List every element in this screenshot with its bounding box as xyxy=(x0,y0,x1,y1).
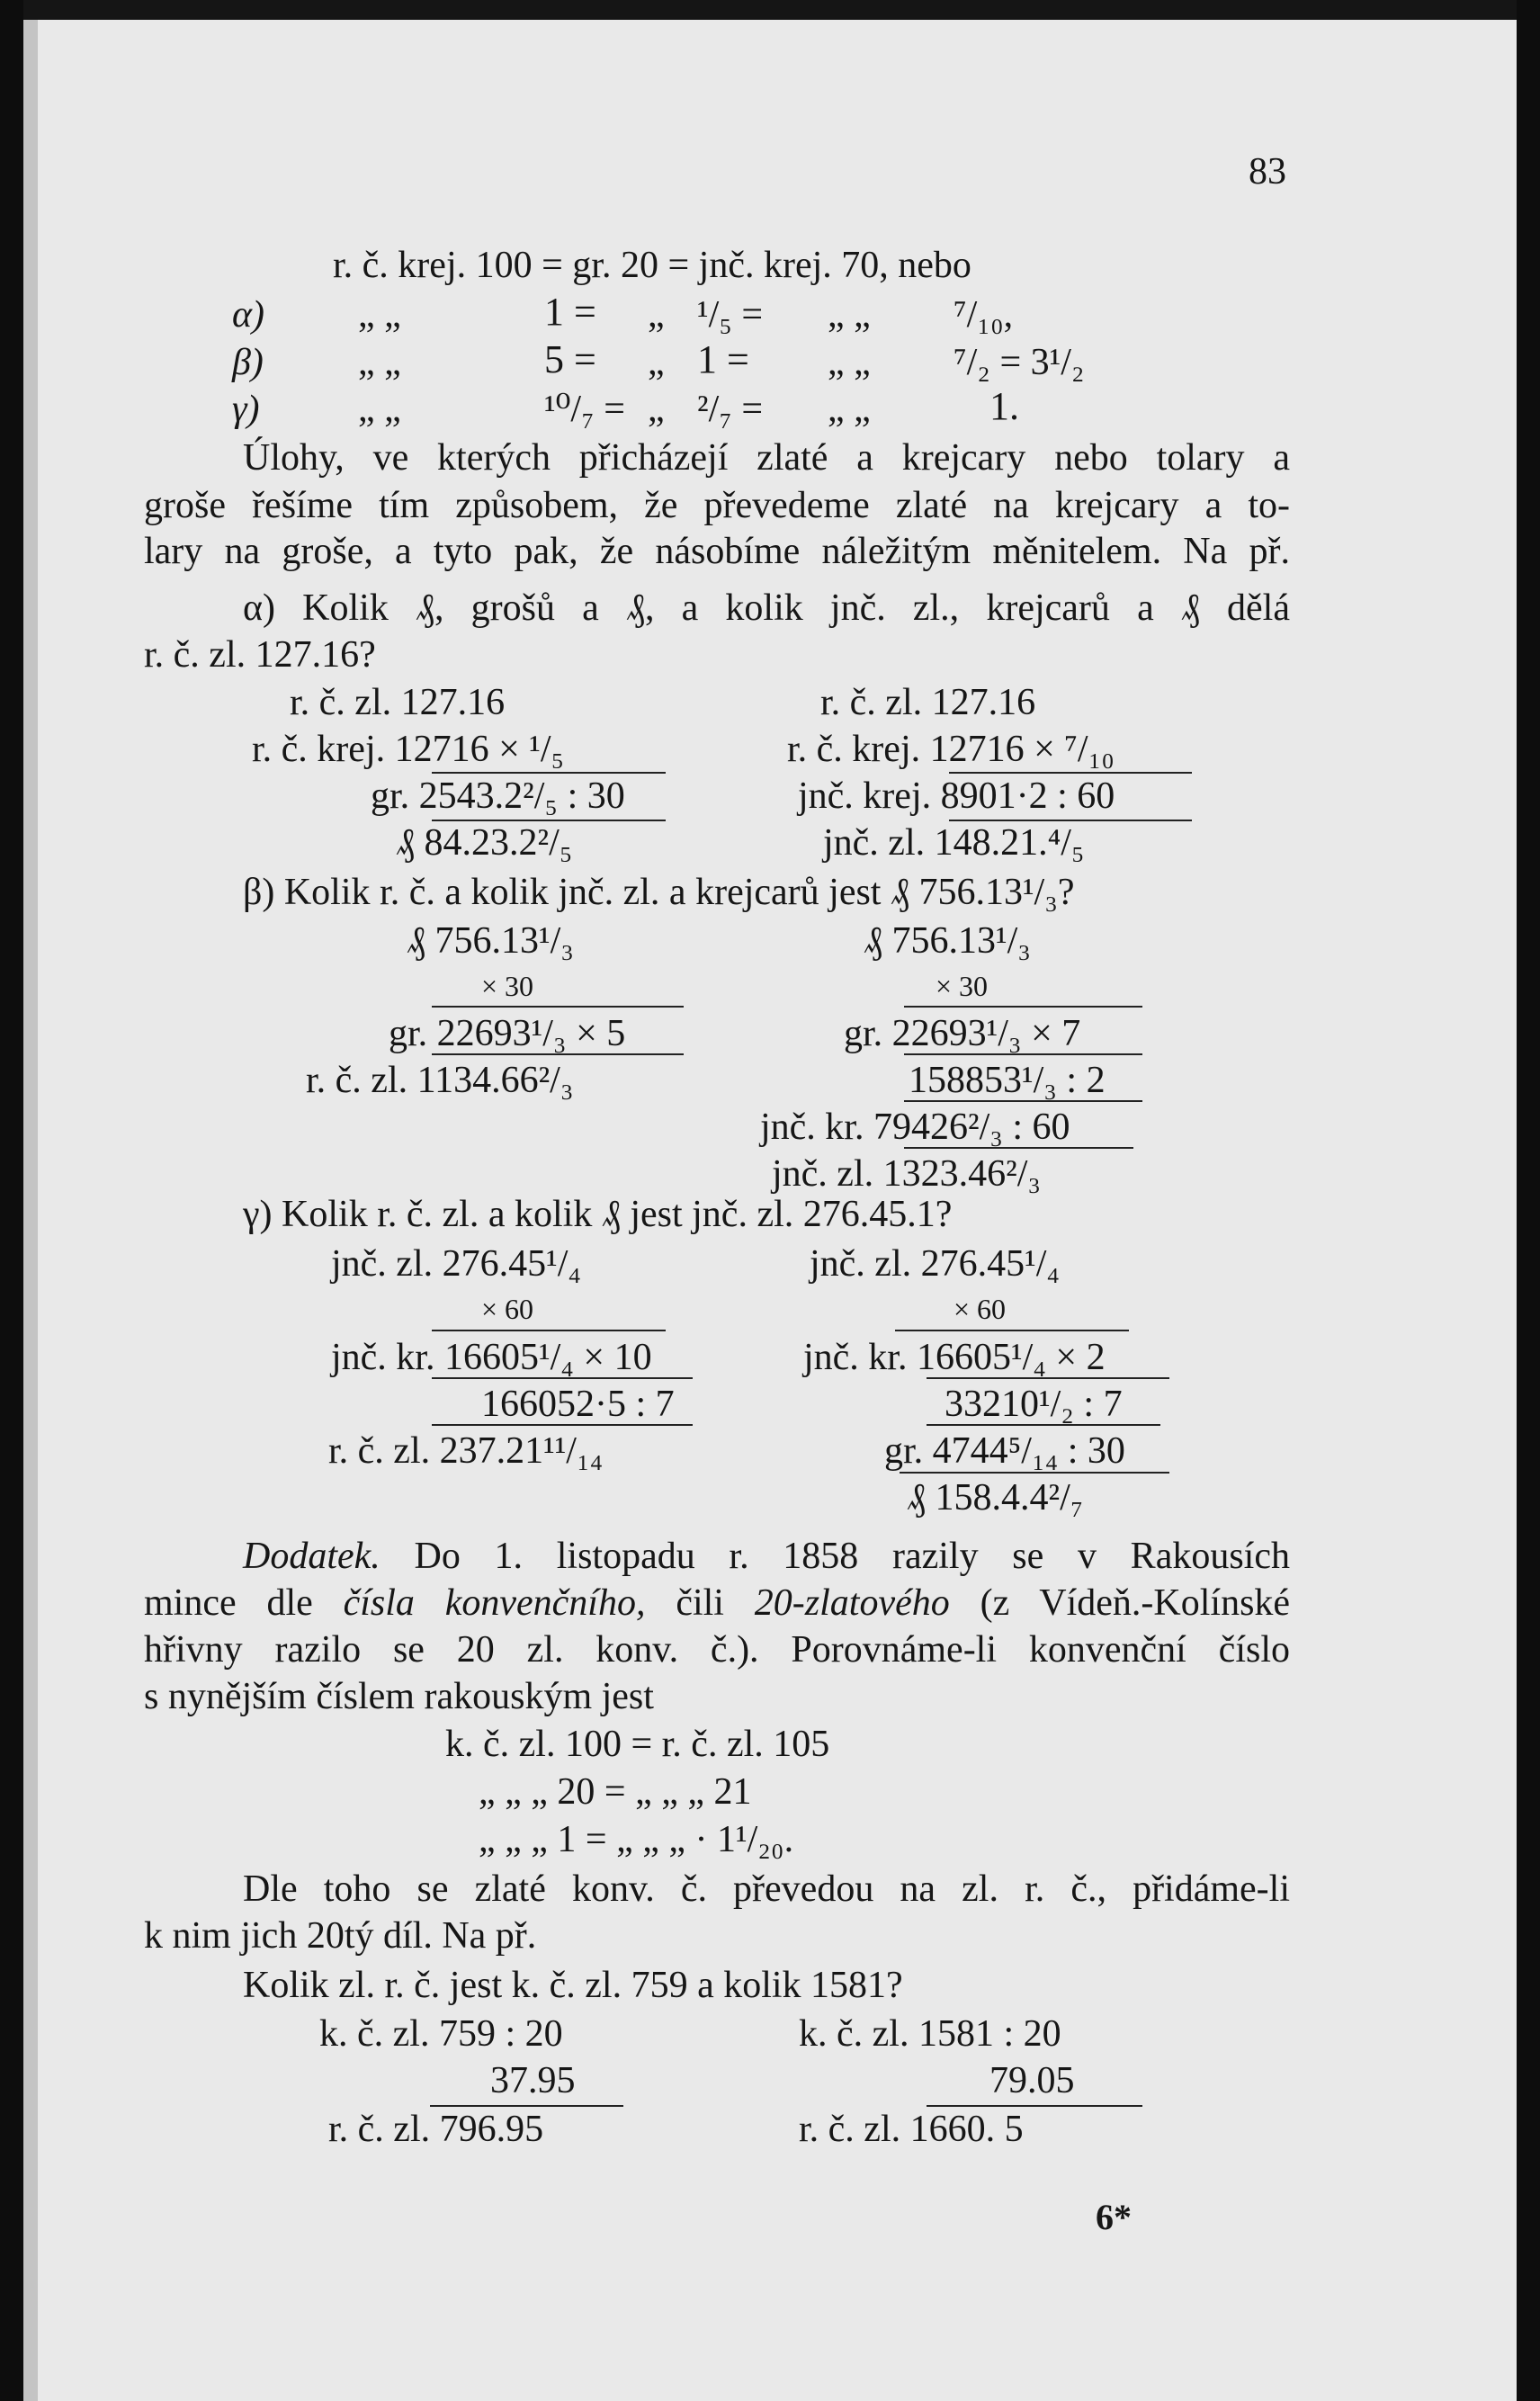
dodatek-line: s nynějším číslem rakouským jest xyxy=(144,1676,654,1717)
example-question: Kolik zl. r. č. jest k. č. zl. 759 a kolik 1581? xyxy=(243,1965,903,2006)
division-line xyxy=(904,1053,1142,1055)
division-line xyxy=(927,2105,1142,2107)
division-line xyxy=(904,1147,1133,1149)
paragraph-line: Dle toho se zlaté konv. č. převedou na zl. r. č., přidáme-li xyxy=(243,1868,1290,1910)
division-line xyxy=(949,772,1192,774)
division-line xyxy=(949,820,1192,821)
division-line xyxy=(900,1472,1169,1474)
dodatek-title: Dodatek. xyxy=(243,1536,381,1577)
division-line xyxy=(432,1053,684,1055)
division-line xyxy=(432,772,666,774)
division-line xyxy=(432,1424,693,1426)
paragraph-line: lary na groše, a tyto pak, že násobíme náležitým měnitelem. Na př. xyxy=(144,531,1290,572)
signature-mark: 6* xyxy=(1096,2197,1132,2237)
division-line xyxy=(432,820,666,821)
dodatek-line: Dodatek. Do 1. listopadu r. 1858 razily se v Rakousích xyxy=(243,1536,1290,1577)
example-question: β) Kolik r. č. a kolik jnč. zl. a krejcarů jest ₰ 756.13¹/₃? xyxy=(243,872,1075,913)
division-line xyxy=(432,1006,684,1008)
example-question: r. č. zl. 127.16? xyxy=(144,634,376,676)
division-line xyxy=(904,1100,1142,1102)
paragraph-line: k nim jich 20tý díl. Na př. xyxy=(144,1915,537,1957)
division-line xyxy=(430,2105,623,2107)
division-line xyxy=(895,1330,1129,1331)
division-line xyxy=(432,1377,693,1379)
division-line xyxy=(432,1330,666,1331)
dodatek-line: hřivny razilo se 20 zl. konv. č.). Porovnáme-li konvenční číslo xyxy=(144,1629,1290,1671)
page-content: 83 r. č. krej. 100 = gr. 20 = jnč. krej. 70, nebo α) „ „ 1 = „ ¹/₅ = „ „ ⁷/₁₀, β) „ „ 5 = „ 1 = „ „ ⁷/₂ = 3¹/₂ γ) „ „ ¹⁰/₇ = „ ²/₇ = „ „ 1. Úlohy, ve kterých přicházejí zlaté a krejcary nebo tolary a groše řešíme tím způsobem, že převedeme zlaté na krejcary a to- lary na groše, a tyto pak, že násobíme náležitým měnitelem. Na př. α) Kolik ₰, grošů a ₰, a kolik jnč. zl., krejcarů a ₰ dělá r. č. zl. 127.16? r. č. zl. 127.16 r. č. krej. 12716 × ¹/₅ gr. 2543.2²/₅ : 30 ₰ 84.23.2²/₅ r. č. zl. 127.16 r. č. krej. 12716 × ⁷/₁₀ jnč. krej. 8901·2 : 60 jnč. zl. 148.21.⁴/₅ β) Kolik r. č. a kolik jnč. zl. a krejcarů jest ₰ 756.13¹/₃? ₰ 756.13¹/₃ × 30 gr. 22693¹/₃ × 5 r. č. zl. 1134.66²/₃ ₰ 756.13¹/₃ × 30 gr. 22693¹/₃ × 7 158853¹/₃ : 2 jnč. kr. 79426²/₃ : 60 jnč. zl. 1323.46²/₃ γ) Kolik r. č. zl. a kolik ₰ jest jnč. zl. 276.45.1? jnč. zl. 276.45¹/₄ × 60 jnč. kr. 16605¹/₄ × 10 166052·5 : 7 r. č. zl. 237.21¹¹/₁₄ jnč. zl. 276.45¹/₄ × 60 jnč. kr. 16605¹/₄ × 2 33210¹/₂ : 7 gr. 4744⁵/₁₄ : 30 ₰ 158.4.4²/₇ Dodatek. Do 1. listopadu r. 1858 razily se v Rakousích mince dle čísla konvenčního, čili 20-zlatového (z Vídeň.-Kolínské hřivny razilo se 20 zl. konv. č.). Porovnáme-li konvenční číslo s nynějším číslem rakouským jest k. č. zl. 100 = r. č. zl. 105 „ „ „ 20 = „ „ „ 21 „ „ „ 1 = „ „ „ · 1¹/₂₀. Dle toho se zlaté konv. č. převedou na zl. r. č., přidáme-li k nim jich 20tý díl. Na př. Kolik zl. r. č. jest k. č. zl. 759 a kolik 1581? k. č. zl. 759 : 20 37.95 r. č. zl. 796.95 k. č. zl. 1581 : 20 79.05 r. č. zl. 1660. 5 6* xyxy=(0,0,1540,2401)
example-question: γ) Kolik r. č. zl. a kolik ₰ jest jnč. zl. 276.45.1? xyxy=(243,1194,953,1235)
page-number: 83 xyxy=(1249,151,1286,193)
equivalence-head: r. č. krej. 100 = gr. 20 = jnč. krej. 70, nebo xyxy=(333,245,971,286)
division-line xyxy=(904,1006,1142,1008)
division-line xyxy=(927,1424,1160,1426)
example-question: α) Kolik ₰, grošů a ₰, a kolik jnč. zl., krejcarů a ₰ dělá xyxy=(243,587,1290,629)
division-line xyxy=(927,1377,1169,1379)
dodatek-line: mince dle čísla konvenčního, čili 20-zlatového (z Vídeň.-Kolínské xyxy=(144,1582,1291,1624)
paragraph-line: Úlohy, ve kterých přicházejí zlaté a krejcary nebo tolary a xyxy=(243,437,1290,479)
paragraph-line: groše řešíme tím způsobem, že převedeme zlaté na krejcary a to- xyxy=(144,485,1290,526)
